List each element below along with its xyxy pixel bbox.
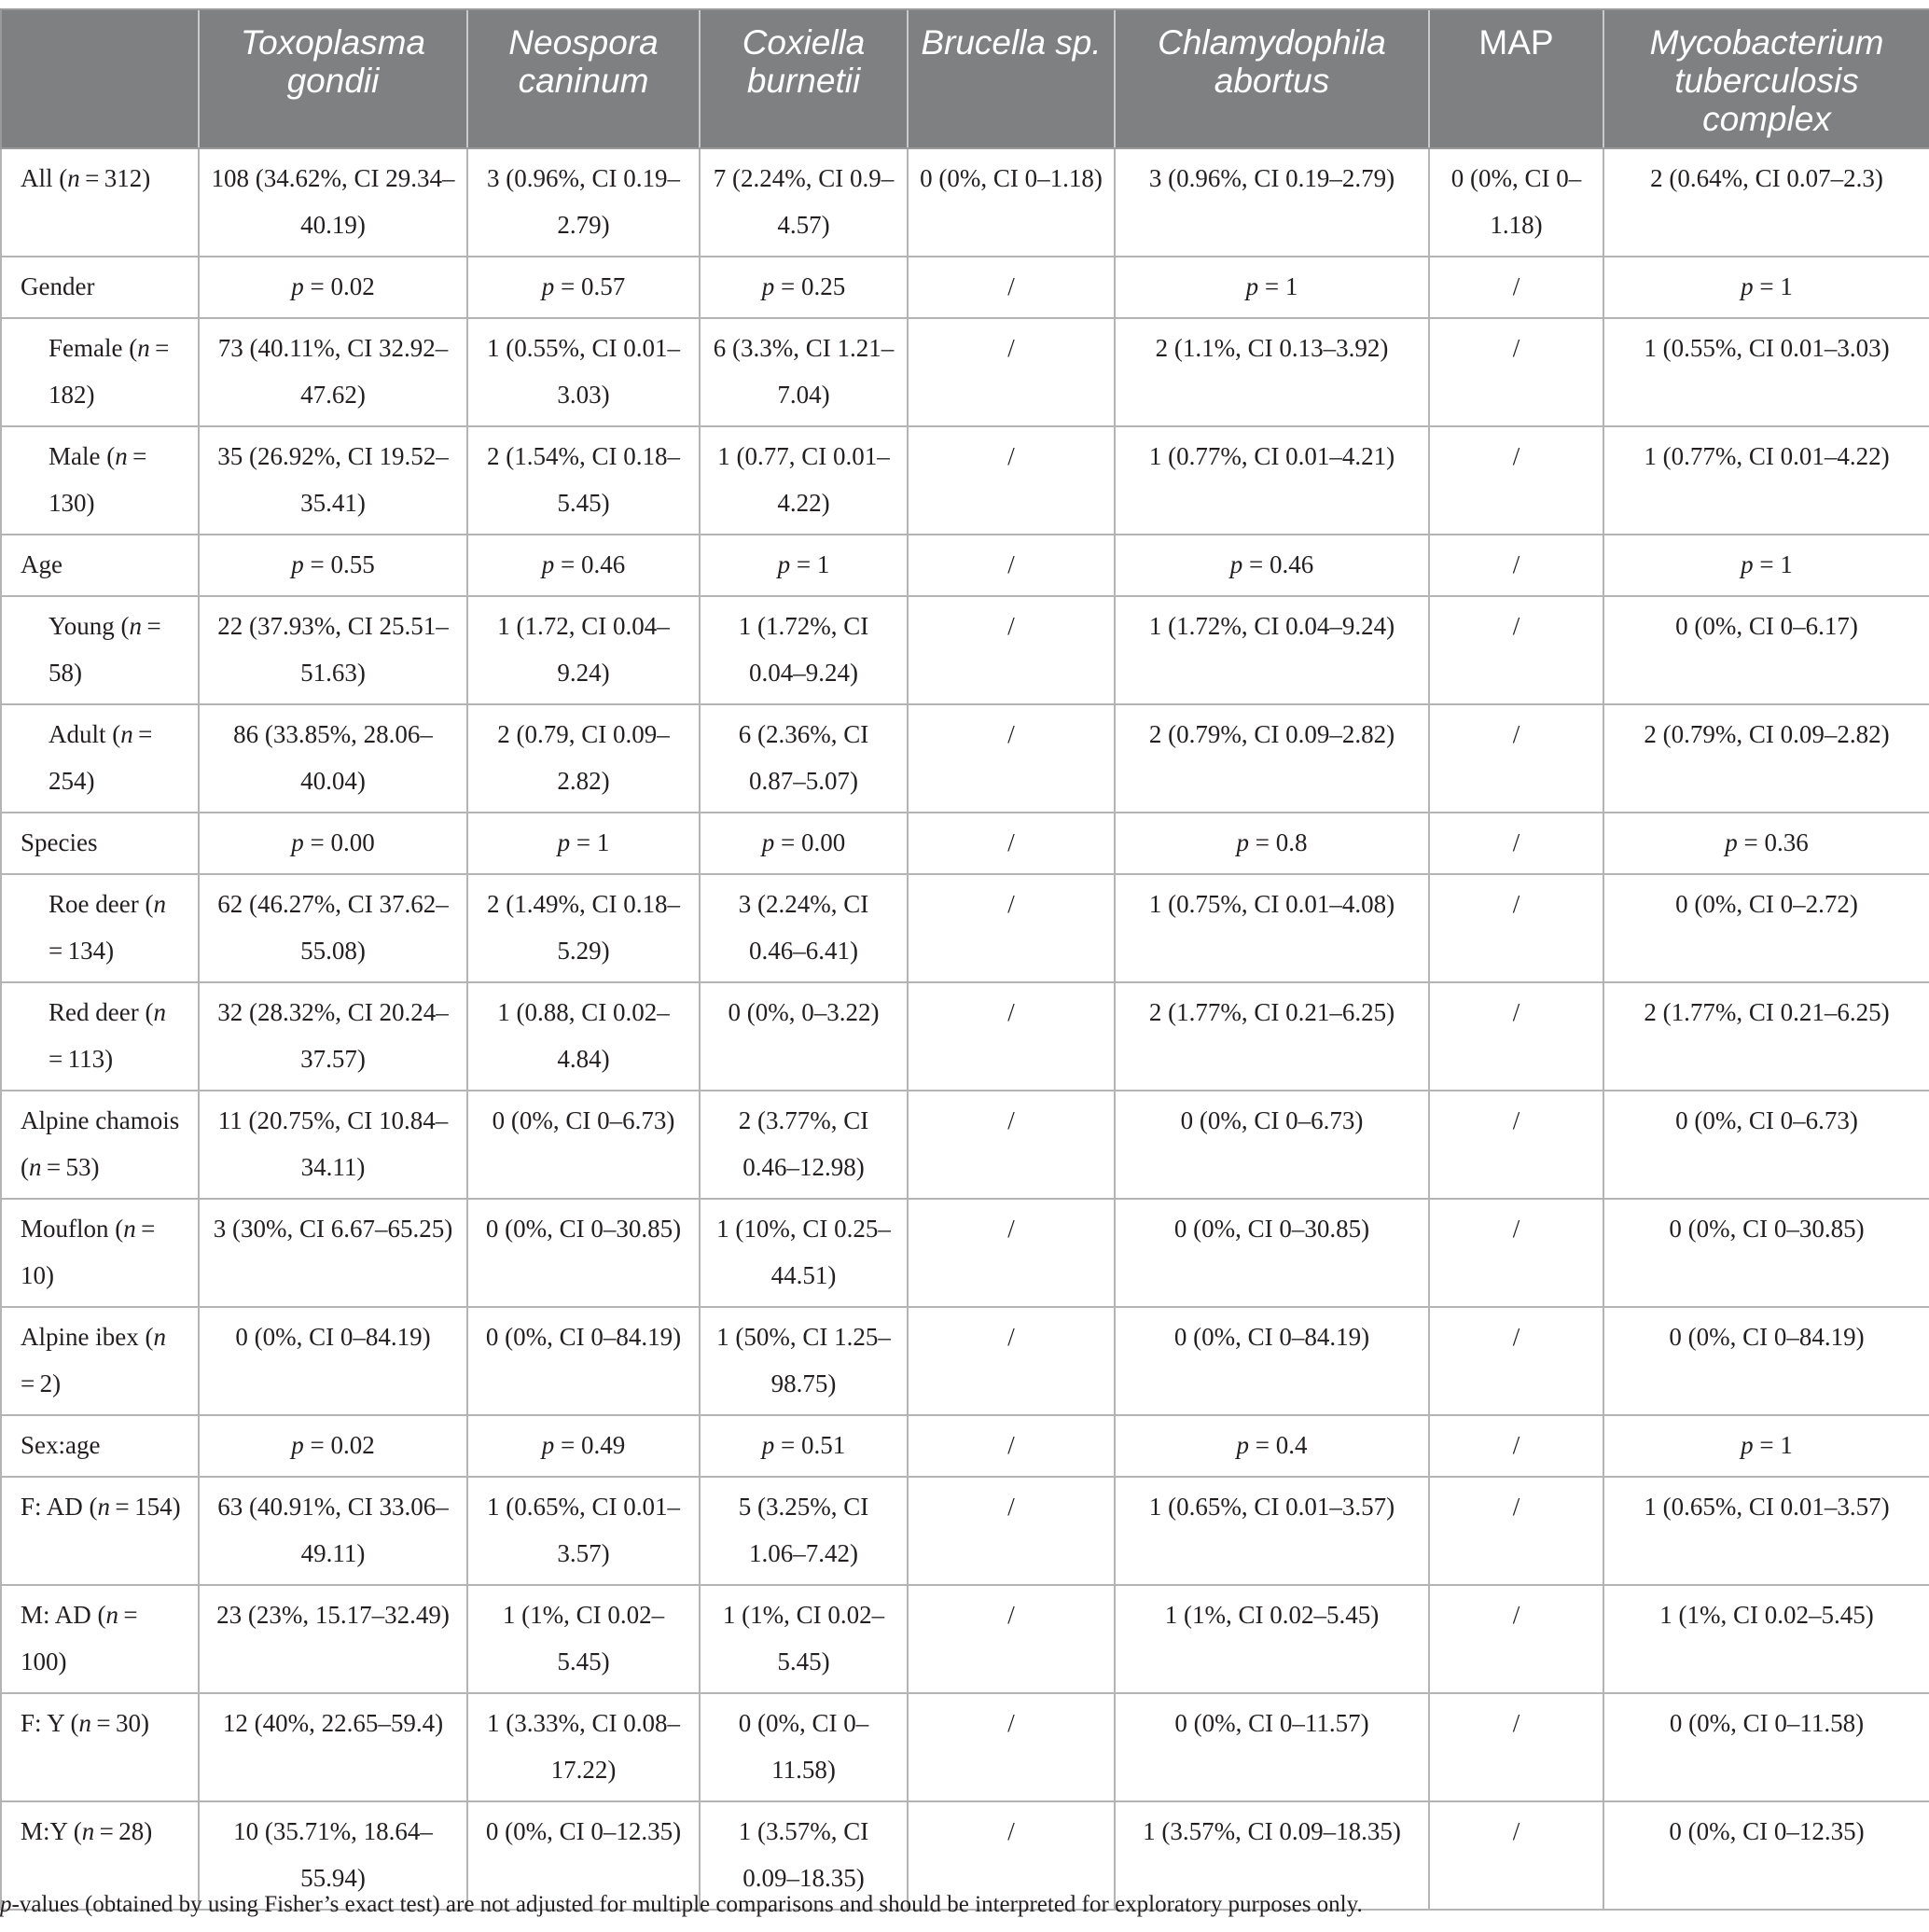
table-cell: 0 (0%, CI 0–6.73) [467, 1091, 700, 1199]
table-cell: / [908, 257, 1115, 318]
table-cell: 73 (40.11%, CI 32.92–47.62) [199, 318, 467, 426]
table-cell: 1 (1%, CI 0.02–5.45) [700, 1585, 908, 1693]
table-cell: 0 (0%, CI 0–6.73) [1115, 1091, 1429, 1199]
table-cell: 1 (0.88, CI 0.02–4.84) [467, 982, 700, 1091]
header-label: MAP [1478, 23, 1554, 62]
table-cell: / [908, 1091, 1115, 1199]
table-cell: 1 (0.65%, CI 0.01–3.57) [1115, 1477, 1429, 1585]
table-body [1, 148, 1929, 1910]
table-cell: 1 (3.33%, CI 0.08–17.22) [467, 1693, 700, 1801]
table-cell: 1 (1%, CI 0.02–5.45) [467, 1585, 700, 1693]
row-label: Young (n = 58) [1, 596, 199, 704]
table-cell: 1 (10%, CI 0.25–44.51) [700, 1199, 908, 1307]
table-cell: p = 0.57 [467, 257, 700, 318]
table-cell: p = 0.46 [1115, 535, 1429, 596]
table-cell: / [1429, 704, 1603, 813]
table-row [1, 874, 1929, 982]
table-row [1, 1477, 1929, 1585]
table-cell: 22 (37.93%, CI 25.51–51.63) [199, 596, 467, 704]
table-cell: 1 (1.72%, CI 0.04–9.24) [1115, 596, 1429, 704]
table-cell: 1 (50%, CI 1.25–98.75) [700, 1307, 908, 1415]
table-cell: 2 (0.79, CI 0.09–2.82) [467, 704, 700, 813]
table-cell: 62 (46.27%, CI 37.62–55.08) [199, 874, 467, 982]
table-cell: / [1429, 1693, 1603, 1801]
table-cell: / [1429, 1307, 1603, 1415]
table-cell: 1 (0.65%, CI 0.01–3.57) [467, 1477, 700, 1585]
table-cell: / [1429, 1477, 1603, 1585]
table-cell: 7 (2.24%, CI 0.9–4.57) [700, 148, 908, 257]
row-label: Sex:age [1, 1415, 199, 1477]
table-cell: p = 1 [1603, 257, 1929, 318]
table-cell: 0 (0%, CI 0–6.73) [1603, 1091, 1929, 1199]
table-cell: p = 0.4 [1115, 1415, 1429, 1477]
footnote-lead: p [0, 1892, 12, 1917]
table-cell: p = 0.00 [199, 813, 467, 874]
table-cell: / [1429, 1091, 1603, 1199]
table-cell: 0 (0%, CI 0–12.35) [467, 1801, 700, 1910]
table-cell: 1 (0.65%, CI 0.01–3.57) [1603, 1477, 1929, 1585]
table-cell: 108 (34.62%, CI 29.34–40.19) [199, 148, 467, 257]
table-row [1, 982, 1929, 1091]
table-row [1, 1585, 1929, 1693]
header-label: Toxoplasma gondii [240, 23, 426, 100]
header-label: Mycobacterium tuberculosis complex [1649, 23, 1884, 138]
table-cell: 2 (0.79%, CI 0.09–2.82) [1603, 704, 1929, 813]
table-cell: 3 (2.24%, CI 0.46–6.41) [700, 874, 908, 982]
table-cell: / [1429, 1199, 1603, 1307]
table-cell: 2 (3.77%, CI 0.46–12.98) [700, 1091, 908, 1199]
table-cell: / [1429, 257, 1603, 318]
table-cell: 11 (20.75%, CI 10.84–34.11) [199, 1091, 467, 1199]
table-cell: 1 (0.77, CI 0.01–4.22) [700, 426, 908, 535]
header-cell [199, 9, 467, 148]
table-cell: 1 (3.57%, CI 0.09–18.35) [700, 1801, 908, 1910]
table-cell: 86 (33.85%, 28.06–40.04) [199, 704, 467, 813]
header-cell [908, 9, 1115, 148]
header-cell [467, 9, 700, 148]
table-footnote [0, 1889, 1363, 1921]
table-cell: 2 (1.77%, CI 0.21–6.25) [1115, 982, 1429, 1091]
table-cell: 2 (0.64%, CI 0.07–2.3) [1603, 148, 1929, 257]
header-label: Neospora caninum [508, 23, 659, 100]
table-cell: 0 (0%, CI 0–1.18) [1429, 148, 1603, 257]
table-cell: 63 (40.91%, CI 33.06–49.11) [199, 1477, 467, 1585]
table-cell: p = 1 [700, 535, 908, 596]
table-cell: p = 0.36 [1603, 813, 1929, 874]
row-label: All (n = 312) [1, 148, 199, 257]
table-cell: / [908, 704, 1115, 813]
table-cell: / [908, 1415, 1115, 1477]
table-cell: / [1429, 318, 1603, 426]
table-cell: 0 (0%, CI 0–2.72) [1603, 874, 1929, 982]
table-cell: / [908, 982, 1115, 1091]
table-cell: / [908, 1585, 1115, 1693]
table-cell: / [1429, 426, 1603, 535]
table-cell: 2 (1.77%, CI 0.21–6.25) [1603, 982, 1929, 1091]
header-cell [1603, 9, 1929, 148]
table-cell: / [1429, 982, 1603, 1091]
table-cell: 23 (23%, 15.17–32.49) [199, 1585, 467, 1693]
table-cell: p = 0.02 [199, 257, 467, 318]
header-cell [1429, 9, 1603, 148]
table-cell: 0 (0%, CI 0–12.35) [1603, 1801, 1929, 1910]
table-cell: / [908, 596, 1115, 704]
table-cell: 0 (0%, CI 0–1.18) [908, 148, 1115, 257]
header-cell [1115, 9, 1429, 148]
table-cell: / [1429, 1585, 1603, 1693]
table-row-pvalue [1, 535, 1929, 596]
table-cell: p = 0.49 [467, 1415, 700, 1477]
table-cell: 3 (0.96%, CI 0.19–2.79) [467, 148, 700, 257]
table-row [1, 148, 1929, 257]
table-cell: 10 (35.71%, 18.64–55.94) [199, 1801, 467, 1910]
table-cell: p = 0.25 [700, 257, 908, 318]
table-cell: 0 (0%, CI 0–84.19) [1603, 1307, 1929, 1415]
table-cell: 0 (0%, CI 0–30.85) [1603, 1199, 1929, 1307]
table-cell: 3 (0.96%, CI 0.19–2.79) [1115, 148, 1429, 257]
table-cell: p = 0.02 [199, 1415, 467, 1477]
table-cell: p = 1 [1603, 535, 1929, 596]
table-cell: / [1429, 596, 1603, 704]
table-cell: / [1429, 874, 1603, 982]
table-cell: / [1429, 1415, 1603, 1477]
table-cell: 0 (0%, CI 0–84.19) [199, 1307, 467, 1415]
table-cell: / [1429, 1801, 1603, 1910]
row-label: Alpine ibex (n = 2) [1, 1307, 199, 1415]
table-cell: / [908, 1801, 1115, 1910]
row-label: Adult (n = 254) [1, 704, 199, 813]
row-label: Alpine chamois (n = 53) [1, 1091, 199, 1199]
table-row [1, 1091, 1929, 1199]
table-cell: / [908, 318, 1115, 426]
header-cell-empty [1, 9, 199, 148]
table-cell: 0 (0%, CI 0–11.58) [700, 1693, 908, 1801]
row-label: Female (n = 182) [1, 318, 199, 426]
header-row [1, 9, 1929, 148]
table-cell: 2 (1.1%, CI 0.13–3.92) [1115, 318, 1429, 426]
row-label: M:Y (n = 28) [1, 1801, 199, 1910]
table-row [1, 1693, 1929, 1801]
table-cell: / [908, 1199, 1115, 1307]
table-cell: p = 0.8 [1115, 813, 1429, 874]
row-label: Species [1, 813, 199, 874]
table-cell: 6 (2.36%, CI 0.87–5.07) [700, 704, 908, 813]
table-cell: 1 (1.72%, CI 0.04–9.24) [700, 596, 908, 704]
seroprevalence-table [0, 8, 1929, 1911]
table-row [1, 426, 1929, 535]
table-cell: 5 (3.25%, CI 1.06–7.42) [700, 1477, 908, 1585]
row-label: Age [1, 535, 199, 596]
table-cell: 0 (0%, CI 0–84.19) [1115, 1307, 1429, 1415]
table-row [1, 704, 1929, 813]
table-row-pvalue [1, 257, 1929, 318]
table-cell: 0 (0%, CI 0–11.58) [1603, 1693, 1929, 1801]
table-row-pvalue [1, 813, 1929, 874]
header-label: Brucella sp. [921, 23, 1102, 62]
table-cell: p = 0.00 [700, 813, 908, 874]
table-cell: 2 (1.49%, CI 0.18–5.29) [467, 874, 700, 982]
table-cell: 2 (0.79%, CI 0.09–2.82) [1115, 704, 1429, 813]
table-cell: / [908, 813, 1115, 874]
table-cell: p = 1 [1115, 257, 1429, 318]
table-cell: 0 (0%, 0–3.22) [700, 982, 908, 1091]
table-row [1, 1307, 1929, 1415]
table-row [1, 318, 1929, 426]
table-cell: 0 (0%, CI 0–11.57) [1115, 1693, 1429, 1801]
table-cell: 0 (0%, CI 0–30.85) [1115, 1199, 1429, 1307]
header-cell [700, 9, 908, 148]
table-cell: 1 (1%, CI 0.02–5.45) [1603, 1585, 1929, 1693]
table-cell: / [908, 874, 1115, 982]
table-cell: / [1429, 813, 1603, 874]
table-row-pvalue [1, 1415, 1929, 1477]
table-cell: 3 (30%, CI 6.67–65.25) [199, 1199, 467, 1307]
table-cell: 1 (0.77%, CI 0.01–4.21) [1115, 426, 1429, 535]
row-label: M: AD (n = 100) [1, 1585, 199, 1693]
table-cell: 0 (0%, CI 0–84.19) [467, 1307, 700, 1415]
table-cell: / [908, 535, 1115, 596]
table-row [1, 1199, 1929, 1307]
table-cell: 6 (3.3%, CI 1.21–7.04) [700, 318, 908, 426]
table-cell: 35 (26.92%, CI 19.52–35.41) [199, 426, 467, 535]
table-row [1, 596, 1929, 704]
table-cell: 12 (40%, 22.65–59.4) [199, 1693, 467, 1801]
table-cell: 1 (0.55%, CI 0.01–3.03) [1603, 318, 1929, 426]
table-cell: 1 (1%, CI 0.02–5.45) [1115, 1585, 1429, 1693]
table-cell: p = 0.55 [199, 535, 467, 596]
row-label: Roe deer (n = 134) [1, 874, 199, 982]
table-cell: p = 0.46 [467, 535, 700, 596]
table-cell: p = 0.51 [700, 1415, 908, 1477]
table-cell: 1 (0.77%, CI 0.01–4.22) [1603, 426, 1929, 535]
results-table-container [0, 8, 1929, 1911]
footnote-text: -values (obtained by using Fisher’s exact test) are not adjusted for multiple comparisons and should be interpreted for exploratory purposes only. [11, 1892, 1363, 1917]
header-label: Chlamydophila abortus [1158, 23, 1386, 100]
table-header [1, 9, 1929, 148]
table-cell: / [908, 426, 1115, 535]
table-cell: 32 (28.32%, CI 20.24–37.57) [199, 982, 467, 1091]
table-cell: / [908, 1693, 1115, 1801]
row-label: Male (n = 130) [1, 426, 199, 535]
table-cell: 2 (1.54%, CI 0.18–5.45) [467, 426, 700, 535]
table-cell: p = 1 [467, 813, 700, 874]
table-cell: 1 (0.55%, CI 0.01–3.03) [467, 318, 700, 426]
table-cell: / [1429, 535, 1603, 596]
table-cell: 0 (0%, CI 0–6.17) [1603, 596, 1929, 704]
table-cell: 0 (0%, CI 0–30.85) [467, 1199, 700, 1307]
header-label: Coxiella burnetii [742, 23, 866, 100]
row-label: Gender [1, 257, 199, 318]
table-cell: 1 (3.57%, CI 0.09–18.35) [1115, 1801, 1429, 1910]
table-cell: 1 (0.75%, CI 0.01–4.08) [1115, 874, 1429, 982]
row-label: Red deer (n = 113) [1, 982, 199, 1091]
row-label: Mouflon (n = 10) [1, 1199, 199, 1307]
table-cell: / [908, 1307, 1115, 1415]
table-cell: p = 1 [1603, 1415, 1929, 1477]
table-cell: 1 (1.72, CI 0.04–9.24) [467, 596, 700, 704]
row-label: F: Y (n = 30) [1, 1693, 199, 1801]
table-cell: / [908, 1477, 1115, 1585]
row-label: F: AD (n = 154) [1, 1477, 199, 1585]
